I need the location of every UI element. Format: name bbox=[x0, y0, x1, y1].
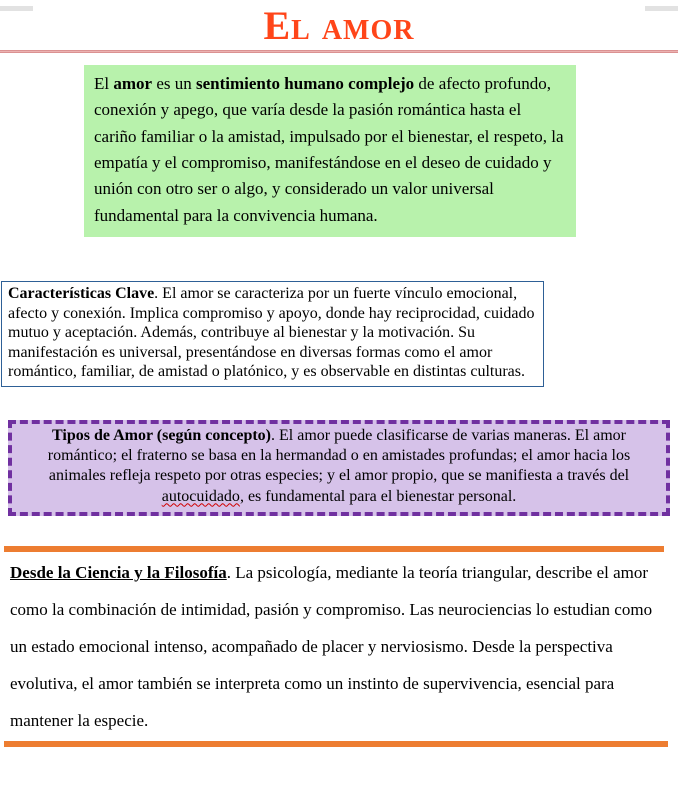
title-divider bbox=[0, 50, 678, 53]
science-philosophy-body: . La psicología, mediante la teoría triangular, describe el amor como la combinación de intimidad, pasión y compromiso. Las neurociencias lo estudian como un estado emocional intenso, acompañado de placer y nerviosismo. Desde la perspectiva evolutiva, el amor también se interpreta como un instinto de supervivencia, esencial para mantener la especie. bbox=[10, 562, 653, 731]
types-of-love-box bbox=[8, 420, 670, 516]
key-characteristics-box bbox=[1, 281, 544, 387]
intro-text-segment-1: El bbox=[94, 74, 114, 93]
corner-artifact-left bbox=[0, 6, 33, 11]
key-characteristics-body: . El amor se caracteriza por un fuerte vínculo emocional, afecto y conexión. Implica compromiso y apoyo, donde hay reciprocidad, cuidado mutuo y aceptación. Además, contribuye al bienestar y la motivación. Su manifestación es universal, presentándose en diversas formas como el amor romántico, familiar, de amistad o platónico, y es observable en distintas culturas. bbox=[8, 285, 535, 381]
intro-text-segment-3: de afecto profundo, conexión y apego, que varía desde la pasión romántica hasta el cariño familiar o la amistad, impulsado por el bienestar, el respeto, la empatía y el compromiso, manifestándose en el deseo de cuidado y unión con otro ser o algo, y considerado un valor universal fundamental para la convivencia humana. bbox=[94, 74, 564, 225]
key-characteristics-heading: Características Clave bbox=[8, 285, 155, 303]
intro-bold-sentimiento: sentimiento humano complejo bbox=[196, 74, 415, 93]
intro-bold-amor: amor bbox=[113, 74, 153, 93]
science-philosophy-heading: Desde la Ciencia y la Filosofía bbox=[10, 562, 227, 582]
misspelled-word-autocuidado: autocuidado bbox=[161, 487, 240, 505]
intro-text-segment-2: es un bbox=[152, 74, 196, 93]
corner-artifact-right bbox=[645, 6, 678, 11]
science-philosophy-paragraph bbox=[10, 554, 666, 739]
section-divider-top bbox=[4, 546, 664, 552]
section-divider-bottom bbox=[4, 741, 668, 747]
intro-paragraph bbox=[84, 65, 576, 237]
types-of-love-body-after: , es fundamental para el bienestar personal. bbox=[239, 487, 517, 505]
types-of-love-body-before: . El amor puede clasificarse de varias maneras. El amor romántico; el fraterno se basa en la hermandad o en amistades profundas; el amor hacia los animales refleja respeto por otras especies; y el amor propio, que se manifiesta a través del bbox=[47, 426, 631, 485]
types-of-love-heading: Tipos de Amor (según concepto) bbox=[52, 426, 272, 444]
page-title: El amor bbox=[263, 3, 415, 48]
